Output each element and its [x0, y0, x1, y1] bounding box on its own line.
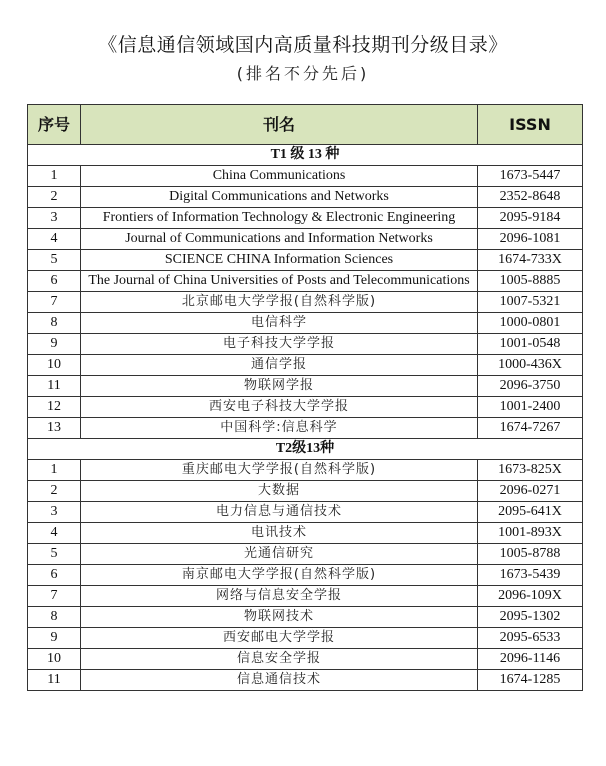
journal-name: Journal of Communications and Information Networks: [81, 229, 478, 250]
row-number: 10: [28, 649, 81, 670]
table-row: [28, 523, 583, 544]
table-row: [28, 187, 583, 208]
row-number: 7: [28, 586, 81, 607]
document-title: 《信息通信领域国内高质量科技期刊分级目录》: [98, 34, 508, 56]
journal-name: 信息安全学报: [81, 649, 478, 670]
journal-name: Frontiers of Information Technology & Electronic Engineering: [81, 208, 478, 229]
group-label: T1 级 13 种: [28, 145, 583, 166]
journal-name: The Journal of China Universities of Posts and Telecommunications: [81, 271, 478, 292]
row-number: 5: [28, 250, 81, 271]
header-journal-name: 刊名: [81, 105, 478, 145]
journal-name: SCIENCE CHINA Information Sciences: [81, 250, 478, 271]
table-row: [28, 271, 583, 292]
table-row: [28, 376, 583, 397]
table-row: [28, 313, 583, 334]
row-number: 3: [28, 208, 81, 229]
issn-value: 1000-436X: [478, 355, 583, 376]
journal-name: 西安电子科技大学学报: [81, 397, 478, 418]
table-row: [28, 481, 583, 502]
issn-value: 1005-8885: [478, 271, 583, 292]
issn-value: 1674-733X: [478, 250, 583, 271]
journal-name: 中国科学:信息科学: [81, 418, 478, 439]
table-row: [28, 334, 583, 355]
journal-name: 信息通信技术: [81, 670, 478, 691]
table-row: [28, 418, 583, 439]
issn-value: 2096-1146: [478, 649, 583, 670]
row-number: 12: [28, 397, 81, 418]
issn-value: 1673-5439: [478, 565, 583, 586]
row-number: 11: [28, 670, 81, 691]
journal-name: 电力信息与通信技术: [81, 502, 478, 523]
row-number: 3: [28, 502, 81, 523]
table-row: [28, 565, 583, 586]
issn-value: 1673-5447: [478, 166, 583, 187]
row-number: 1: [28, 460, 81, 481]
table-row: [28, 544, 583, 565]
row-number: 9: [28, 628, 81, 649]
group-row: [28, 439, 583, 460]
journal-name: 物联网学报: [81, 376, 478, 397]
issn-value: 1001-893X: [478, 523, 583, 544]
issn-value: 2095-6533: [478, 628, 583, 649]
row-number: 2: [28, 481, 81, 502]
issn-value: 2096-109X: [478, 586, 583, 607]
table-row: [28, 460, 583, 481]
table-row: [28, 166, 583, 187]
table-row: [28, 208, 583, 229]
row-number: 11: [28, 376, 81, 397]
journal-name: 物联网技术: [81, 607, 478, 628]
journal-name: 通信学报: [81, 355, 478, 376]
row-number: 8: [28, 607, 81, 628]
issn-value: 1001-2400: [478, 397, 583, 418]
issn-value: 1005-8788: [478, 544, 583, 565]
table-row: [28, 628, 583, 649]
row-number: 5: [28, 544, 81, 565]
issn-value: 1674-7267: [478, 418, 583, 439]
table-row: [28, 607, 583, 628]
issn-value: 1674-1285: [478, 670, 583, 691]
table-row: [28, 502, 583, 523]
journal-name: 电信科学: [81, 313, 478, 334]
issn-value: 2096-3750: [478, 376, 583, 397]
table-row: [28, 292, 583, 313]
group-label: T2级13种: [28, 439, 583, 460]
issn-value: 1007-5321: [478, 292, 583, 313]
issn-value: 2095-9184: [478, 208, 583, 229]
journal-name: China Communications: [81, 166, 478, 187]
journal-name: 电讯技术: [81, 523, 478, 544]
row-number: 8: [28, 313, 81, 334]
header-number: 序号: [28, 105, 81, 145]
table-row: [28, 397, 583, 418]
issn-value: 2096-1081: [478, 229, 583, 250]
journal-name: 北京邮电大学学报(自然科学版): [81, 292, 478, 313]
issn-value: 2352-8648: [478, 187, 583, 208]
document-subtitle: (排名不分先后): [236, 64, 370, 83]
journal-name: 光通信研究: [81, 544, 478, 565]
group-row: [28, 145, 583, 166]
row-number: 6: [28, 565, 81, 586]
journal-name: 重庆邮电大学学报(自然科学版): [81, 460, 478, 481]
row-number: 4: [28, 229, 81, 250]
row-number: 7: [28, 292, 81, 313]
row-number: 10: [28, 355, 81, 376]
table-row: [28, 229, 583, 250]
issn-value: 2095-641X: [478, 502, 583, 523]
table-row: [28, 250, 583, 271]
row-number: 13: [28, 418, 81, 439]
table-row: [28, 586, 583, 607]
table-row: [28, 355, 583, 376]
issn-value: 2096-0271: [478, 481, 583, 502]
header-row: [28, 105, 583, 145]
issn-value: 1000-0801: [478, 313, 583, 334]
journal-name: 网络与信息安全学报: [81, 586, 478, 607]
row-number: 2: [28, 187, 81, 208]
row-number: 1: [28, 166, 81, 187]
journal-name: Digital Communications and Networks: [81, 187, 478, 208]
issn-value: 2095-1302: [478, 607, 583, 628]
journal-table: [27, 104, 583, 691]
journal-name: 西安邮电大学学报: [81, 628, 478, 649]
table-row: [28, 649, 583, 670]
header-issn: ISSN: [478, 105, 583, 145]
issn-value: 1001-0548: [478, 334, 583, 355]
journal-name: 电子科技大学学报: [81, 334, 478, 355]
journal-name: 南京邮电大学学报(自然科学版): [81, 565, 478, 586]
row-number: 4: [28, 523, 81, 544]
issn-value: 1673-825X: [478, 460, 583, 481]
row-number: 6: [28, 271, 81, 292]
journal-name: 大数据: [81, 481, 478, 502]
row-number: 9: [28, 334, 81, 355]
table-row: [28, 670, 583, 691]
